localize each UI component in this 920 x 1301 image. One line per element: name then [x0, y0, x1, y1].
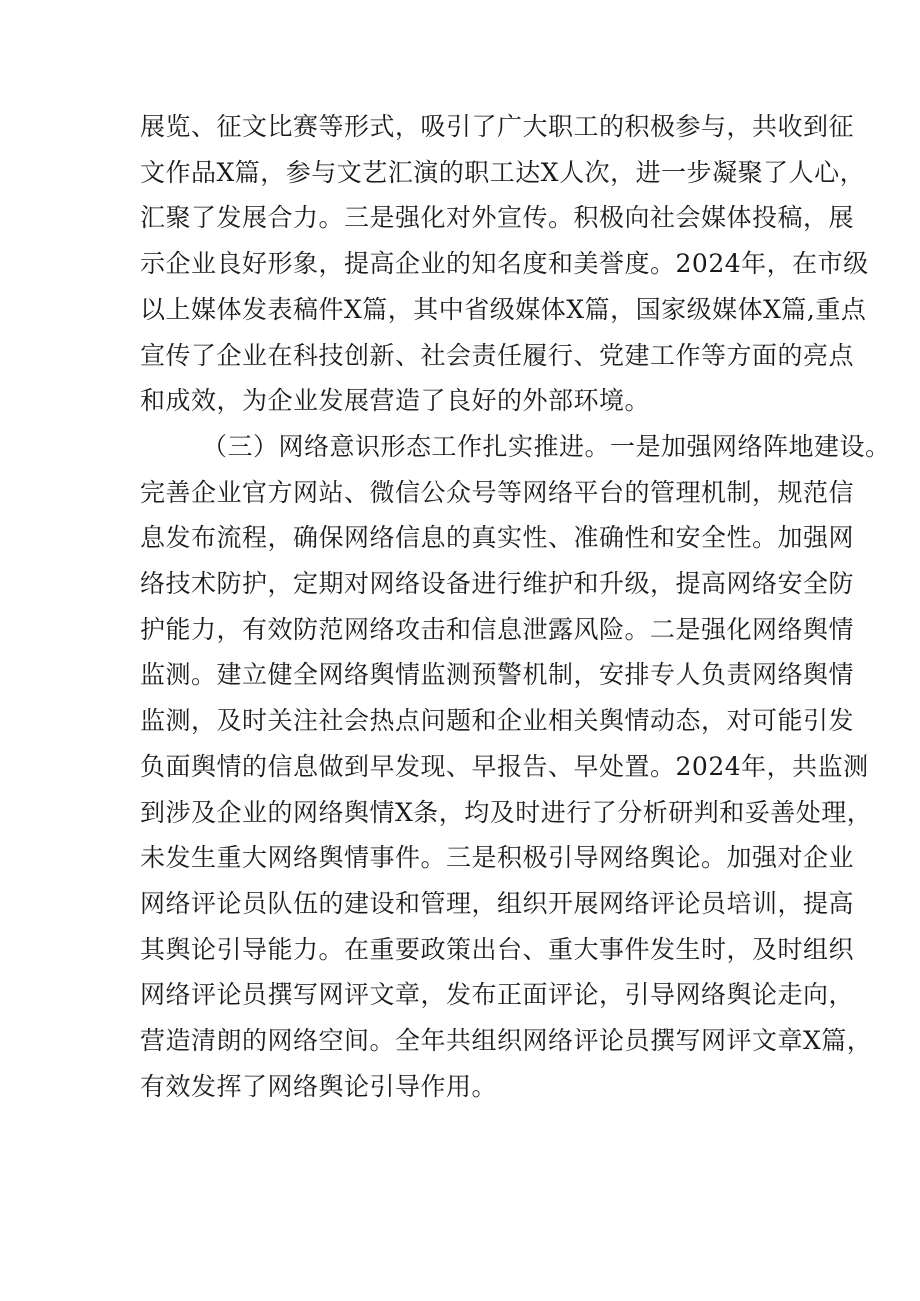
- section-heading-line: （三）网络意识形态工作扎实推进。一是加强网络阵地建设。: [202, 431, 891, 461]
- text-line: 营造清朗的网络空间。全年共组织网络评论员撰写网评文章X篇，: [140, 1026, 873, 1056]
- text-line: 负面舆情的信息做到早发现、早报告、早处置。2024年，共监测: [140, 751, 869, 781]
- text-line: 和成效，为企业发展营造了良好的外部环境。: [140, 386, 651, 416]
- text-line: 网络评论员队伍的建设和管理，组织开展网络评论员培训，提高: [140, 888, 855, 918]
- text-line: 监测。建立健全网络舆情监测预警机制，安排专人负责网络舆情: [140, 660, 855, 690]
- paragraph-1: [140, 104, 869, 424]
- text-line: 网络评论员撰写网评文章，发布正面评论，引导网络舆论走向，: [140, 980, 855, 1010]
- text-line: 络技术防护，定期对网络设备进行维护和升级，提高网络安全防: [140, 569, 855, 599]
- text-line: 监测，及时关注社会热点问题和企业相关舆情动态，对可能引发: [140, 706, 855, 736]
- text-line: 文作品X篇，参与文艺汇演的职工达X人次，进一步凝聚了人心，: [140, 157, 866, 187]
- text-line: 有效发挥了网络舆论引导作用。: [140, 1071, 498, 1101]
- text-line: 展览、征文比赛等形式，吸引了广大职工的积极参与，共收到征: [140, 112, 855, 141]
- text-line: 宣传了企业在科技创新、社会责任履行、党建工作等方面的亮点: [140, 340, 855, 370]
- text-line: 汇聚了发展合力。三是强化对外宣传。积极向社会媒体投稿，展: [140, 203, 855, 233]
- text-line: 其舆论引导能力。在重要政策出台、重大事件发生时，及时组织: [140, 934, 855, 964]
- text-line: 护能力，有效防范网络攻击和信息泄露风险。二是强化网络舆情: [140, 614, 855, 644]
- text-line: 示企业良好形象，提高企业的知名度和美誉度。2024年，在市级: [140, 249, 869, 279]
- text-line: 未发生重大网络舆情事件。三是积极引导网络舆论。加强对企业: [140, 843, 855, 873]
- paragraph-2: [140, 424, 891, 1110]
- document-body: [140, 104, 891, 1109]
- text-line: 息发布流程，确保网络信息的真实性、准确性和安全性。加强网: [140, 523, 855, 553]
- text-line: 以上媒体发表稿件X篇，其中省级媒体X篇，国家级媒体X篇,重点: [140, 294, 867, 324]
- text-line: 到涉及企业的网络舆情X条，均及时进行了分析研判和妥善处理，: [140, 797, 873, 827]
- text-line: 完善企业官方网站、微信公众号等网络平台的管理机制，规范信: [140, 477, 855, 507]
